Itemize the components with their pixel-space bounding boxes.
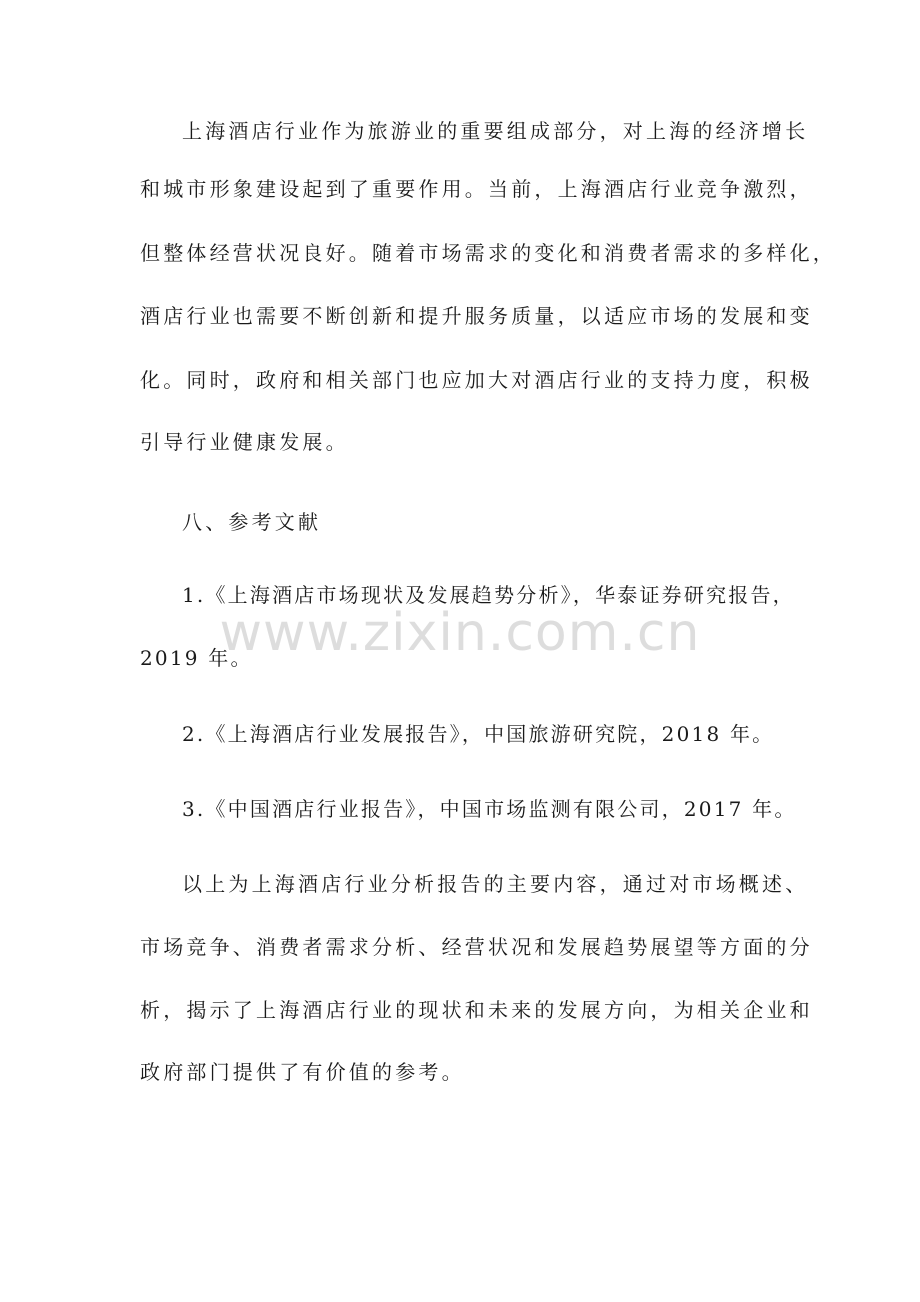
watermark: www.zixin.com.cn [219,603,701,663]
paragraph-1-line-3: 但整体经营状况良好。随着市场需求的变化和消费者需求的多样化， [140,241,836,265]
paragraph-1-line-2: 和城市形象建设起到了重要作用。当前，上海酒店行业竞争激烈， [140,177,813,201]
paragraph-2-line-2: 市场竞争、消费者需求分析、经营状况和发展趋势展望等方面的分 [140,935,813,959]
paragraph-2-line-1: 以上为上海酒店行业分析报告的主要内容，通过对市场概述、 [182,872,809,896]
reference-1-line-2: 2019 年。 [140,646,253,670]
reference-2: 2.《上海酒店行业发展报告》，中国旅游研究院，2018 年。 [182,722,775,746]
paragraph-1-line-4: 酒店行业也需要不断创新和提升服务质量，以适应市场的发展和变 [140,304,813,328]
reference-1-line-1: 1.《上海酒店市场现状及发展趋势分析》，华泰证券研究报告， [182,583,795,607]
paragraph-1-line-6: 引导行业健康发展。 [140,430,349,454]
paragraph-1-line-5: 化。同时，政府和相关部门也应加大对酒店行业的支持力度，积极 [140,368,813,392]
paragraph-1-line-1: 上海酒店行业作为旅游业的重要组成部分，对上海的经济增长 [182,119,809,143]
section-heading: 八、参考文献 [182,510,322,534]
reference-3: 3.《中国酒店行业报告》，中国市场监测有限公司，2017 年。 [182,797,797,821]
paragraph-2-line-4: 政府部门提供了有价值的参考。 [140,1060,465,1084]
paragraph-2-line-3: 析，揭示了上海酒店行业的现状和未来的发展方向，为相关企业和 [140,998,813,1022]
